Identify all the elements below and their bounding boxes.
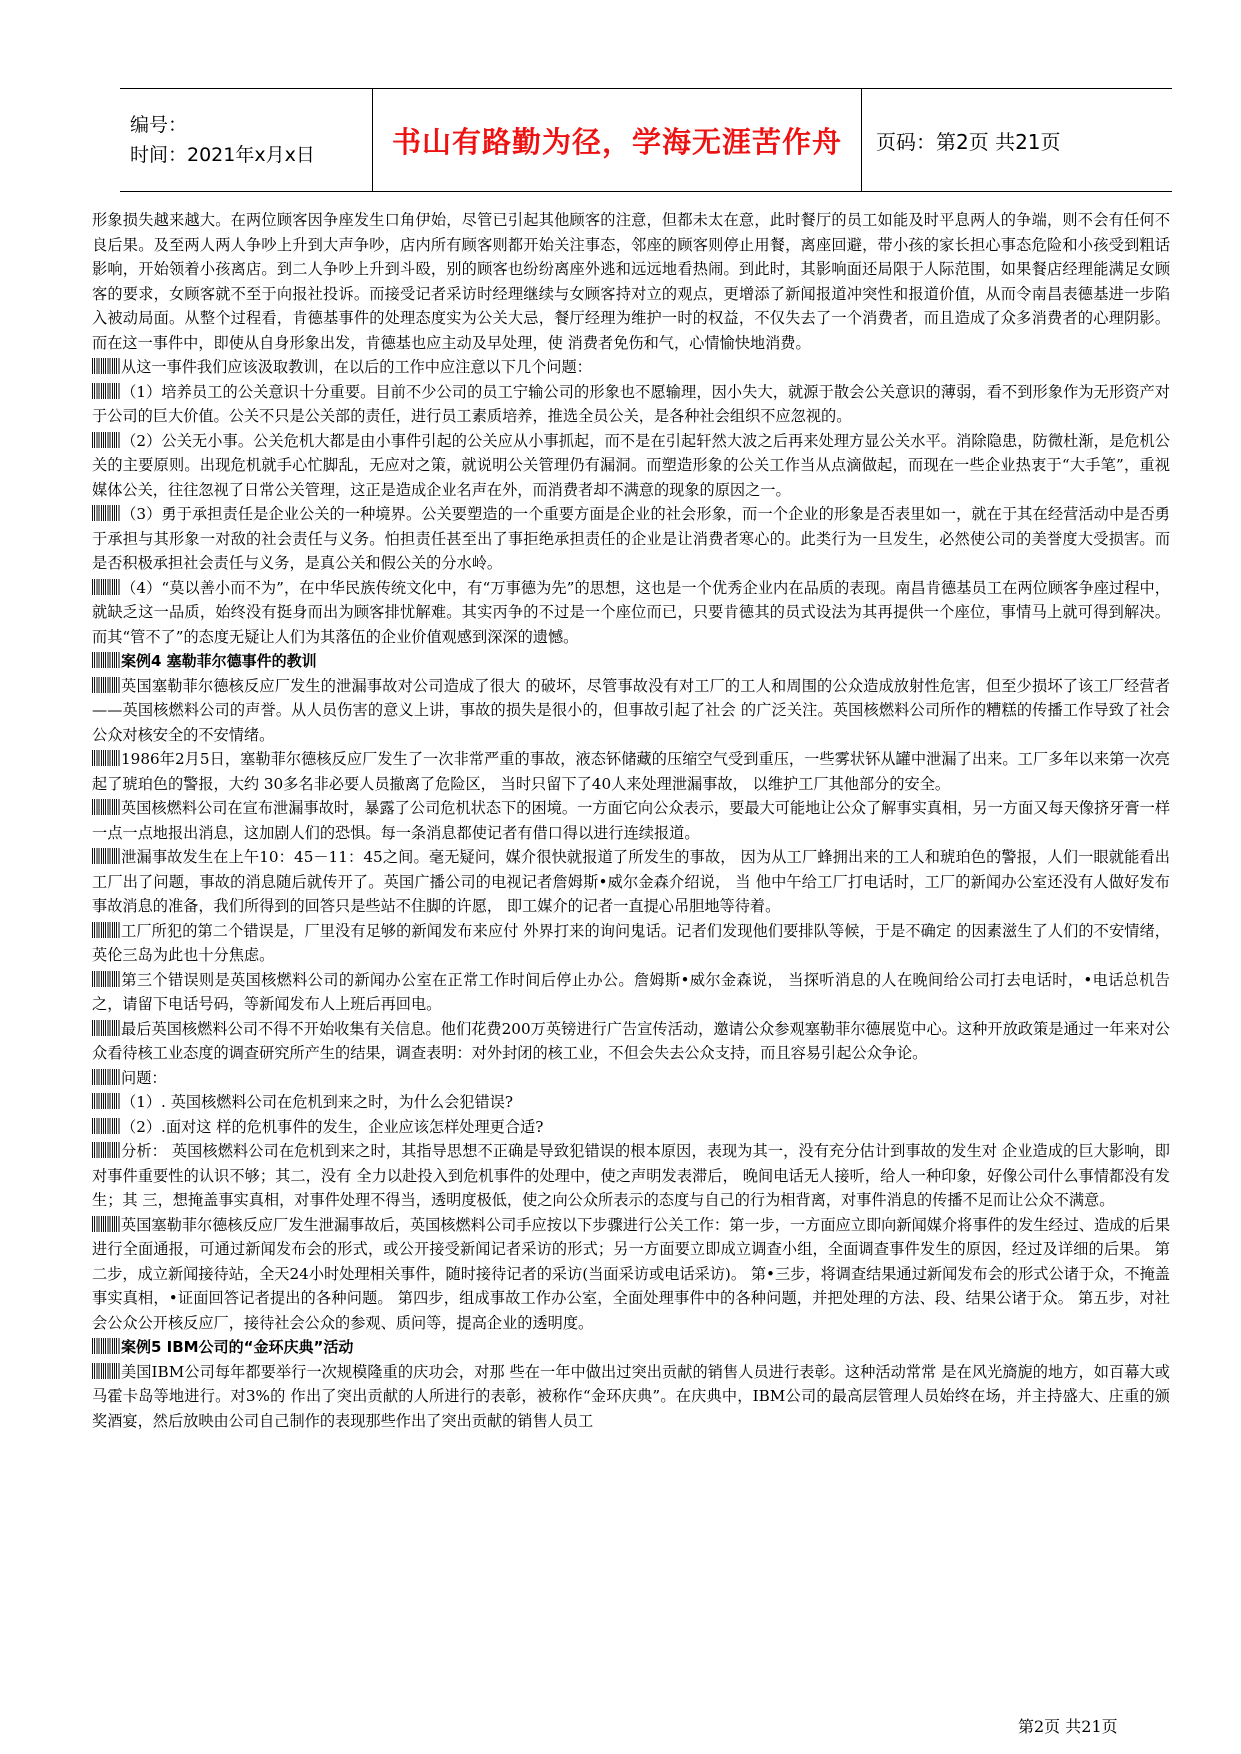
body-paragraph [92, 1139, 1170, 1213]
body-paragraph [92, 380, 1170, 429]
garbled-glyph-mark [92, 971, 120, 987]
page-footer [1018, 1714, 1118, 1737]
paragraph-text: 形象损失越来越大。在两位顾客因争座发生口角伊始，尽管已引起其他顾客的注意，但都未太在意，此时餐厅的员工如能及时平息两人的争端，则不会有任何不良后果。及至两人两人争吵上升到大声争吵，店内所有顾客则都开始关注事态，邻座的顾客则停止用餐，离座回避，带小孩的家长担心事态危险和小孩受到粗话影响，开始领着小孩离店。到二人争吵上升到斗殴，别的顾客也纷纷离座外逃和远远地看热闹。到此时，其影响面还局限于人际范围，如果餐店经理能满足女顾客的要求，女顾客就不至于向报社投诉。而接受记者采访时经理继续与女顾客持对立的观点，更增添了新闻报道冲突性和报道价值，从而令南昌表德基进一步陷入被动局面。从整个过程看，肯德基事件的处理态度实为公关大忌，餐厅经理为维护一时的权益，不仅失去了一个消费者，而且造成了众多消费者的心理阴影。而在这一事件中，即使从自身形象出发，肯德基也应主动及早处理，使 消费者免伤和气，心情愉快地消费。 [92, 211, 1170, 352]
paragraph-text: 最后英国核燃料公司不得不开始收集有关信息。他们花费200万英镑进行广告宣传活动，邀请公众参观塞勒菲尔德展览中心。这种开放政策是通过一年来对公众看待核工业态度的调查研究所产生的结果，调查表明：对外封闭的核工业，不但会失去公众支持，而且容易引起公众争论。 [92, 1019, 1170, 1062]
garbled-glyph-mark [92, 1142, 120, 1158]
body-paragraph [92, 576, 1170, 650]
garbled-glyph-mark [92, 1363, 120, 1379]
paragraph-text: （1）培养员工的公关意识十分重要。目前不少公司的员工宁输公司的形象也不愿输理，因小失大，就源于散会公关意识的薄弱，看不到形象作为无形资产对于公司的巨大价值。公关不只是公关部的责任，进行员工素质培养，推选全员公关，是各种社会组织不应忽视的。 [92, 382, 1170, 425]
garbled-glyph-mark [92, 922, 120, 938]
body-paragraph [92, 1090, 1170, 1115]
garbled-glyph-mark [92, 1093, 120, 1109]
body-paragraph [92, 502, 1170, 576]
footer-page-number: 第2页 共21页 [1018, 1717, 1118, 1736]
paragraph-text: （1）. 英国核燃料公司在危机到来之时，为什么会犯错误? [121, 1093, 513, 1111]
body-paragraph [92, 796, 1170, 845]
garbled-glyph-mark [92, 358, 120, 374]
document-body [92, 208, 1170, 1433]
body-paragraph [92, 208, 1170, 355]
paragraph-text: 第三个错误则是英国核燃料公司的新闻办公室在正常工作时间后停止办公。詹姆斯•威尔金森说， 当探听消息的人在晚间给公司打去电话时，•电话总机告之，请留下电话号码，等新闻发布人上班后再回电。 [92, 970, 1170, 1013]
paragraph-text: 英国塞勒菲尔德核反应厂发生泄漏事故后，英国核燃料公司手应按以下步骤进行公关工作：第一步，一方面应立即向新闻媒介将事件的发生经过、造成的后果进行全面通报，可通过新闻发布会的形式，或公开接受新闻记者采访的形式；另一方面要立即成立调查小组，全面调查事件发生的原因，经过及详细的后果。 第二步，成立新闻接待站，全天24小时处理相关事件，随时接待记者的采访(当面采访或电话采访)。 第•三步，将调查结果通过新闻发布会的形式公诸于众，不掩盖事实真相，•证面回答记者提出的各种问题。 第四步，组成事故工作办公室，全面处理事件中的各种问题，并把处理的方法、段、结果公诸于众。 第五步，对社会公众公开核反应厂，接待社会公众的参观、质问等，提高企业的透明度。 [92, 1215, 1170, 1332]
header-meta [120, 89, 372, 191]
paragraph-text: 英国塞勒菲尔德核反应厂发生的泄漏事故对公司造成了很大 的破坏，尽管事故没有对工厂的工人和周围的公众造成放射性危害，但至少损坏了该工厂经营者——英国核燃料公司的声誉。从人员伤害的意义上讲，事故的损失是很小的，但事故引起了社会 的广泛关注。英国核燃料公司所作的糟糕的传播工作导致了社会公众对核安全的不安情绪。 [92, 676, 1170, 744]
body-paragraph [92, 919, 1170, 968]
garbled-glyph-mark [92, 652, 120, 668]
paragraph-text: （3）勇于承担责任是企业公关的一种境界。公关要塑造的一个重要方面是企业的社会形象，而一个企业的形象是否表里如一，就在于其在经营活动中是否勇于承担与其形象一对敌的社会责任与义务。怕担责任甚至出了事拒绝承担责任的企业是让消费者寒心的。此类行为一旦发生，必然使公司的美誉度大受损害。而是否积极承担社会责任与义务，是真公关和假公关的分水岭。 [92, 505, 1170, 572]
body-paragraph [92, 968, 1170, 1017]
body-paragraph [92, 1017, 1170, 1066]
paragraph-text: 英国核燃料公司在宣布泄漏事故时，暴露了公司危机状态下的困境。一方面它向公众表示，要最大可能地让公众了解事实真相，另一方面又每天像挤牙膏一样一点一点地报出消息，这加剧人们的恐惧。每一条消息都使记者有借口得以进行连续报道。 [92, 799, 1170, 842]
body-paragraph [92, 674, 1170, 748]
document-number-label: 编号： [130, 114, 188, 136]
body-paragraph [92, 355, 1170, 380]
body-paragraph [92, 845, 1170, 919]
paragraph-text: 工厂所犯的第二个错误是，厂里没有足够的新闻发布来应付 外界打来的询问鬼话。记者们发现他们要排队等候，于是不确定 的因素滋生了人们的不安情绪，英伦三岛为此也十分焦虑。 [92, 921, 1170, 964]
paragraph-text: 泄漏事故发生在上午10：45－11：45之间。毫无疑问，媒介很快就报道了所发生的事故， 因为从工厂蜂拥出来的工人和琥珀色的警报，人们一眼就能看出工厂出了问题，事故的消息随后就传开了。英国广播公司的电视记者詹姆斯•威尔金森介绍说， 当 他中午给工厂打电话时，工厂的新闻办公室还没有人做好发布事故消息的准备，我们所得到的回答只是些站不住脚的许愿， 即工媒介的记者一直提心吊胆地等待着。 [92, 848, 1170, 915]
body-paragraph [92, 429, 1170, 503]
garbled-glyph-mark [92, 750, 120, 766]
paragraph-text: 案例5 IBM公司的“金环庆典”活动 [121, 1338, 354, 1356]
paragraph-text: 美国IBM公司每年都要举行一次规模隆重的庆功会，对那 些在一年中做出过突出贡献的销售人员进行表彰。这种活动常常 是在风光旖旎的地方，如百幕大或马霍卡岛等地进行。对3%的 作出了突出贡献的人所进行的表彰，被称作“金环庆典”。在庆典中，IBM公司的最高层管理人员始终在场，并主持盛大、庄重的颁奖酒宴，然后放映由公司自己制作的表现那些作出了突出贡献的销售人员工 [92, 1362, 1170, 1430]
paragraph-text: （4）“莫以善小而不为”，在中华民族传统文化中，有“万事德为先”的思想，这也是一个优秀企业内在品质的表现。南昌肯德基员工在两位顾客争座过程中，就缺乏这一品质，始终没有挺身而出为顾客排忧解难。其实丙争的不过是一个座位而已，只要肯德其的员式设法为其再提供一个座位，事情马上就可得到解决。而其“管不了”的态度无疑让人们为其落伍的企业价值观感到深深的遗憾。 [92, 578, 1170, 646]
body-paragraph [92, 747, 1170, 796]
garbled-glyph-mark [92, 579, 120, 595]
garbled-glyph-mark [92, 1216, 120, 1232]
garbled-glyph-mark [92, 383, 120, 399]
paragraph-text: 1986年2月5日，塞勒菲尔德核反应厂发生了一次非常严重的事故，液态钚储藏的压缩空气受到重压，一些雾状钚从罐中泄漏了出来。工厂多年以来第一次亮起了琥珀色的警报，大约 30多名非必要人员撤离了危险区， 当时只留下了40人来处理泄漏事故， 以维护工厂其他部分的安全。 [92, 750, 1170, 793]
body-paragraph [92, 1213, 1170, 1336]
garbled-glyph-mark [92, 799, 120, 815]
document-time-label: 时间：2021年x月x日 [130, 144, 315, 166]
body-paragraph [92, 1115, 1170, 1140]
garbled-glyph-mark [92, 432, 120, 448]
page-header [120, 88, 1172, 192]
header-page-cell [862, 89, 1172, 191]
paragraph-text: 分析： 英国核燃料公司在危机到来之时，其指导思想不正确是导致犯错误的根本原因，表现为其一，没有充分估计到事故的发生对 企业造成的巨大影响，即对事件重要性的认识不够；其二，没有 全力以赴投入到危机事件的处理中，使之声明发表滞后， 晚间电话无人接听，给人一种印象，好像公司什么事情都没有发生；其 三，想掩盖事实真相，对事件处理不得当，透明度极低，使之向公众所表示的态度与自己的行为相背离，对事件消息的传播不足而让公众不满意。 [92, 1142, 1170, 1209]
garbled-glyph-mark [92, 1118, 120, 1134]
garbled-glyph-mark [92, 505, 120, 521]
paragraph-text: 案例4 塞勒菲尔德事件的教训 [121, 652, 317, 670]
header-motto-cell [372, 89, 862, 191]
case-heading [92, 649, 1170, 674]
paragraph-text: 问题： [121, 1068, 167, 1087]
paragraph-text: 从这一事件我们应该汲取教训，在以后的工作中应注意以下几个问题： [121, 358, 592, 376]
case-heading [92, 1335, 1170, 1360]
paragraph-text: （2）公关无小事。公关危机大都是由小事件引起的公关应从小事抓起，而不是在引起轩然大波之后再来处理方显公关水平。消除隐患，防微杜渐，是危机公关的主要原则。出现危机就手心忙脚乱，无应对之策，就说明公关管理仍有漏洞。而塑造形象的公关工作当从点滴做起，而现在一些企业热衷于“大手笔”，重视媒体公关，往往忽视了日常公关管理，这正是造成企业名声在外，而消费者却不满意的现象的原因之一。 [92, 431, 1170, 499]
garbled-glyph-mark [92, 677, 120, 693]
header-motto: 书山有路勤为径，学海无涯苦作舟 [391, 124, 842, 159]
garbled-glyph-mark [92, 1020, 120, 1036]
body-paragraph [92, 1360, 1170, 1434]
body-paragraph [92, 1066, 1170, 1091]
garbled-glyph-mark [92, 1338, 120, 1354]
garbled-glyph-mark [92, 1069, 120, 1085]
garbled-glyph-mark [92, 848, 120, 864]
paragraph-text: （2）.面对这 样的危机事件的发生，企业应该怎样处理更合适? [121, 1117, 544, 1136]
header-page-number: 页码：第2页 共21页 [876, 129, 1061, 154]
